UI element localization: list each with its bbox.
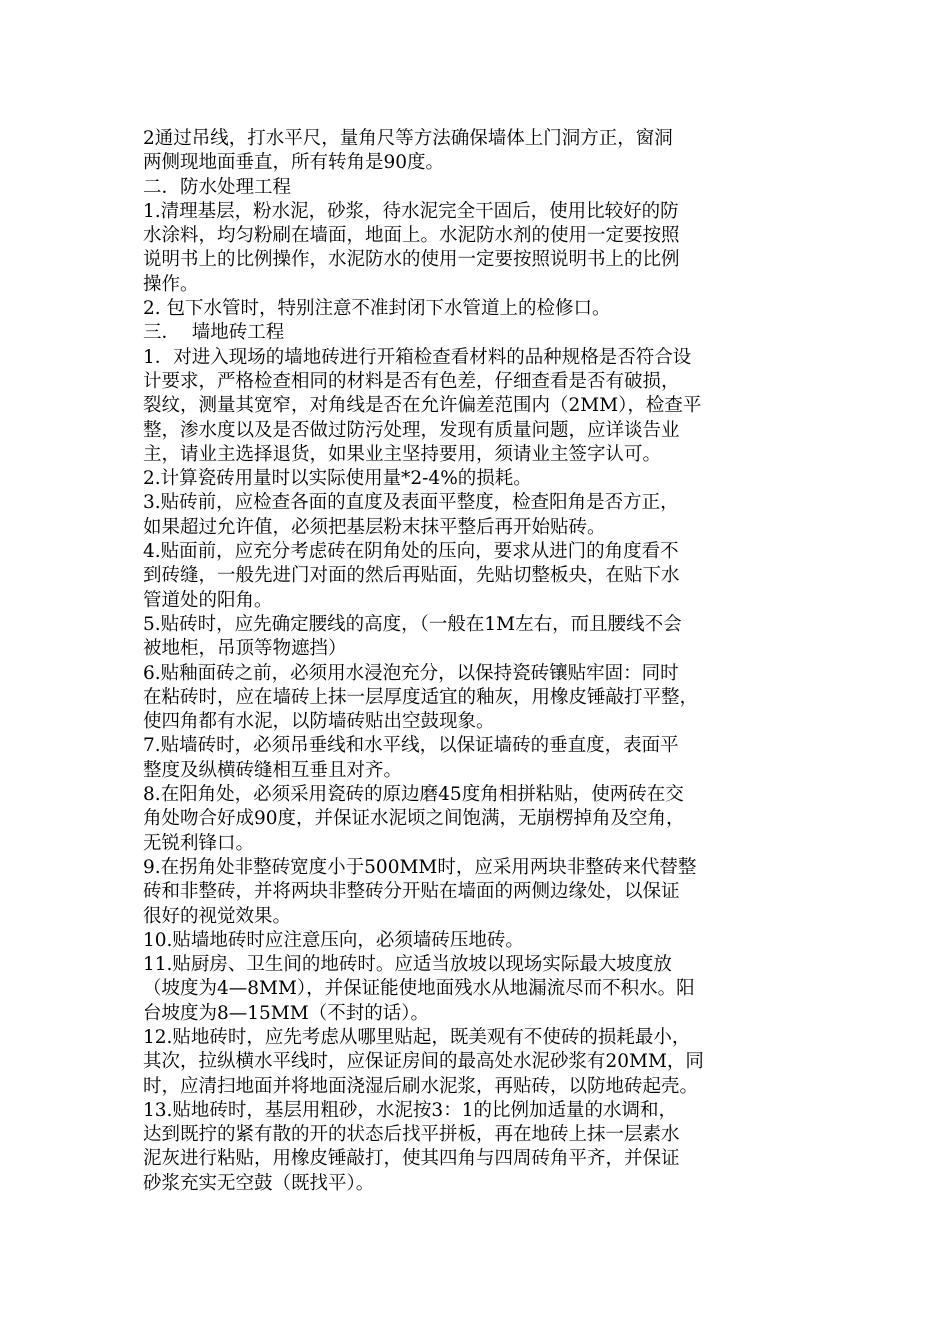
text-line: 7.贴墙砖时，必须吊垂线和水平线，以保证墙砖的垂直度，表面平 — [143, 735, 679, 757]
text-line: 无锐利锋口。 — [143, 832, 255, 854]
text-line: 主，请业主选择退货，如果业主坚持要用，须请业主签字认可。 — [143, 443, 662, 465]
text-line: 其次，拉纵横水平线时，应保证房间的最高处水泥砂浆有20MM，同 — [143, 1051, 704, 1073]
text-line: 到砖缝，一般先进门对面的然后再贴面，先贴切整板央，在贴下水 — [143, 565, 680, 587]
text-line: 裂纹，测量其宽窄，对角线是否在允许偏差范围内（2MM），检查平 — [143, 395, 702, 417]
text-line: 两侧现地面垂直，所有转角是90度。 — [143, 152, 445, 174]
section-heading: 二．防水处理工程 — [143, 176, 292, 198]
text-line: 达到既拧的紧有散的开的状态后找平拼板，再在地砖上抹一层素水 — [143, 1124, 680, 1146]
text-line: 被地柜，吊顶等物遮挡） — [143, 638, 347, 660]
text-line: 整，渗水度以及是否做过防污处理，发现有质量问题，应详谈告业 — [143, 419, 680, 441]
text-line: 1.清理基层，粉水泥，砂浆，待水泥完全干固后，使用比较好的防 — [143, 200, 679, 222]
text-line: 11.贴厨房、卫生间的地砖时。应适当放坡以现场实际最大坡度放 — [143, 954, 672, 976]
text-line: 很好的视觉效果。 — [143, 905, 292, 927]
text-line: 13.贴地砖时，基层用粗砂，水泥按3：1的比例加适量的水调和， — [143, 1099, 677, 1121]
text-line: 2. 包下水管时，特别注意不准封闭下水管道上的检修口。 — [143, 298, 611, 320]
text-line: 8.在阳角处，必须采用瓷砖的原边磨45度角相拼粘贴，使两砖在交 — [143, 784, 684, 806]
text-line: 使四角都有水泥，以防墙砖贴出空鼓现象。 — [143, 711, 495, 733]
text-line: 3.贴砖前，应检查各面的直度及表面平整度，检查阳角是否方正， — [143, 492, 679, 514]
document-body — [143, 127, 808, 1196]
text-line: 管道处的阳角。 — [143, 589, 273, 611]
text-line: 5.贴砖时，应先确定腰线的高度，（一般在1M左右，而且腰线不会 — [143, 613, 682, 635]
text-line: 角处吻合好成90度，并保证水泥顷之间饱满，无崩楞掉角及空角， — [143, 808, 685, 830]
text-line: 砂浆充实无空鼓（既找平）。 — [143, 1172, 375, 1194]
text-line: 操作。 — [143, 273, 199, 295]
text-line: 12.贴地砖时，应先考虑从哪里贴起，既美观有不使砖的损耗最小， — [143, 1026, 691, 1048]
text-line: 2.计算瓷砖用量时以实际使用量*2-4%的损耗。 — [143, 468, 532, 490]
text-line: 6.贴釉面砖之前，必须用水浸泡充分，以保持瓷砖镶贴牢固：同时 — [143, 662, 679, 684]
text-line: 台坡度为8—15MM（不封的话）。 — [143, 1002, 429, 1024]
text-line: （坡度为4—8MM），并保证能使地面残水从地漏流尽而不积水。阳 — [143, 978, 695, 1000]
text-line: 泥灰进行粘贴，用橡皮锤敲打，使其四角与四周砖角平齐，并保证 — [143, 1148, 680, 1170]
text-line: 整度及纵横砖缝相互垂且对齐。 — [143, 759, 403, 781]
text-line: 说明书上的比例操作，水泥防水的使用一定要按照说明书上的比例 — [143, 249, 680, 271]
text-line: 砖和非整砖，并将两块非整砖分开贴在墙面的两侧边缘处，以保证 — [143, 881, 680, 903]
text-line: 10.贴墙地砖时应注意压向，必须墙砖压地砖。 — [143, 929, 524, 951]
text-line: 水涂料，均匀粉刷在墙面，地面上。水泥防水剂的使用一定要按照 — [143, 225, 680, 247]
section-heading: 三． 墙地砖工程 — [143, 322, 285, 344]
text-line: 计要求，严格检查相同的材料是否有色差，仔细查看是否有破损， — [143, 370, 680, 392]
text-line: 2通过吊线，打水平尺，量角尺等方法确保墙体上门洞方正，窗洞 — [143, 128, 673, 149]
text-line: 4.贴面前，应充分考虑砖在阴角处的压向，要求从进门的角度看不 — [143, 541, 679, 563]
text-line: 9.在拐角处非整砖宽度小于500MM时，应采用两块非整砖来代替整 — [143, 856, 697, 878]
text-line: 在粘砖时，应在墙砖上抹一层厚度适宜的釉灰，用橡皮锤敲打平整， — [143, 686, 699, 708]
text-line: 如果超过允许值，必须把基层粉末抹平整后再开始贴砖。 — [143, 516, 606, 538]
text-line: 1．对进入现场的墙地砖进行开箱检查看材料的品种规格是否符合设 — [143, 346, 692, 368]
text-line: 时，应清扫地面并将地面浇湿后刷水泥浆，再贴砖，以防地砖起壳。 — [143, 1075, 699, 1097]
